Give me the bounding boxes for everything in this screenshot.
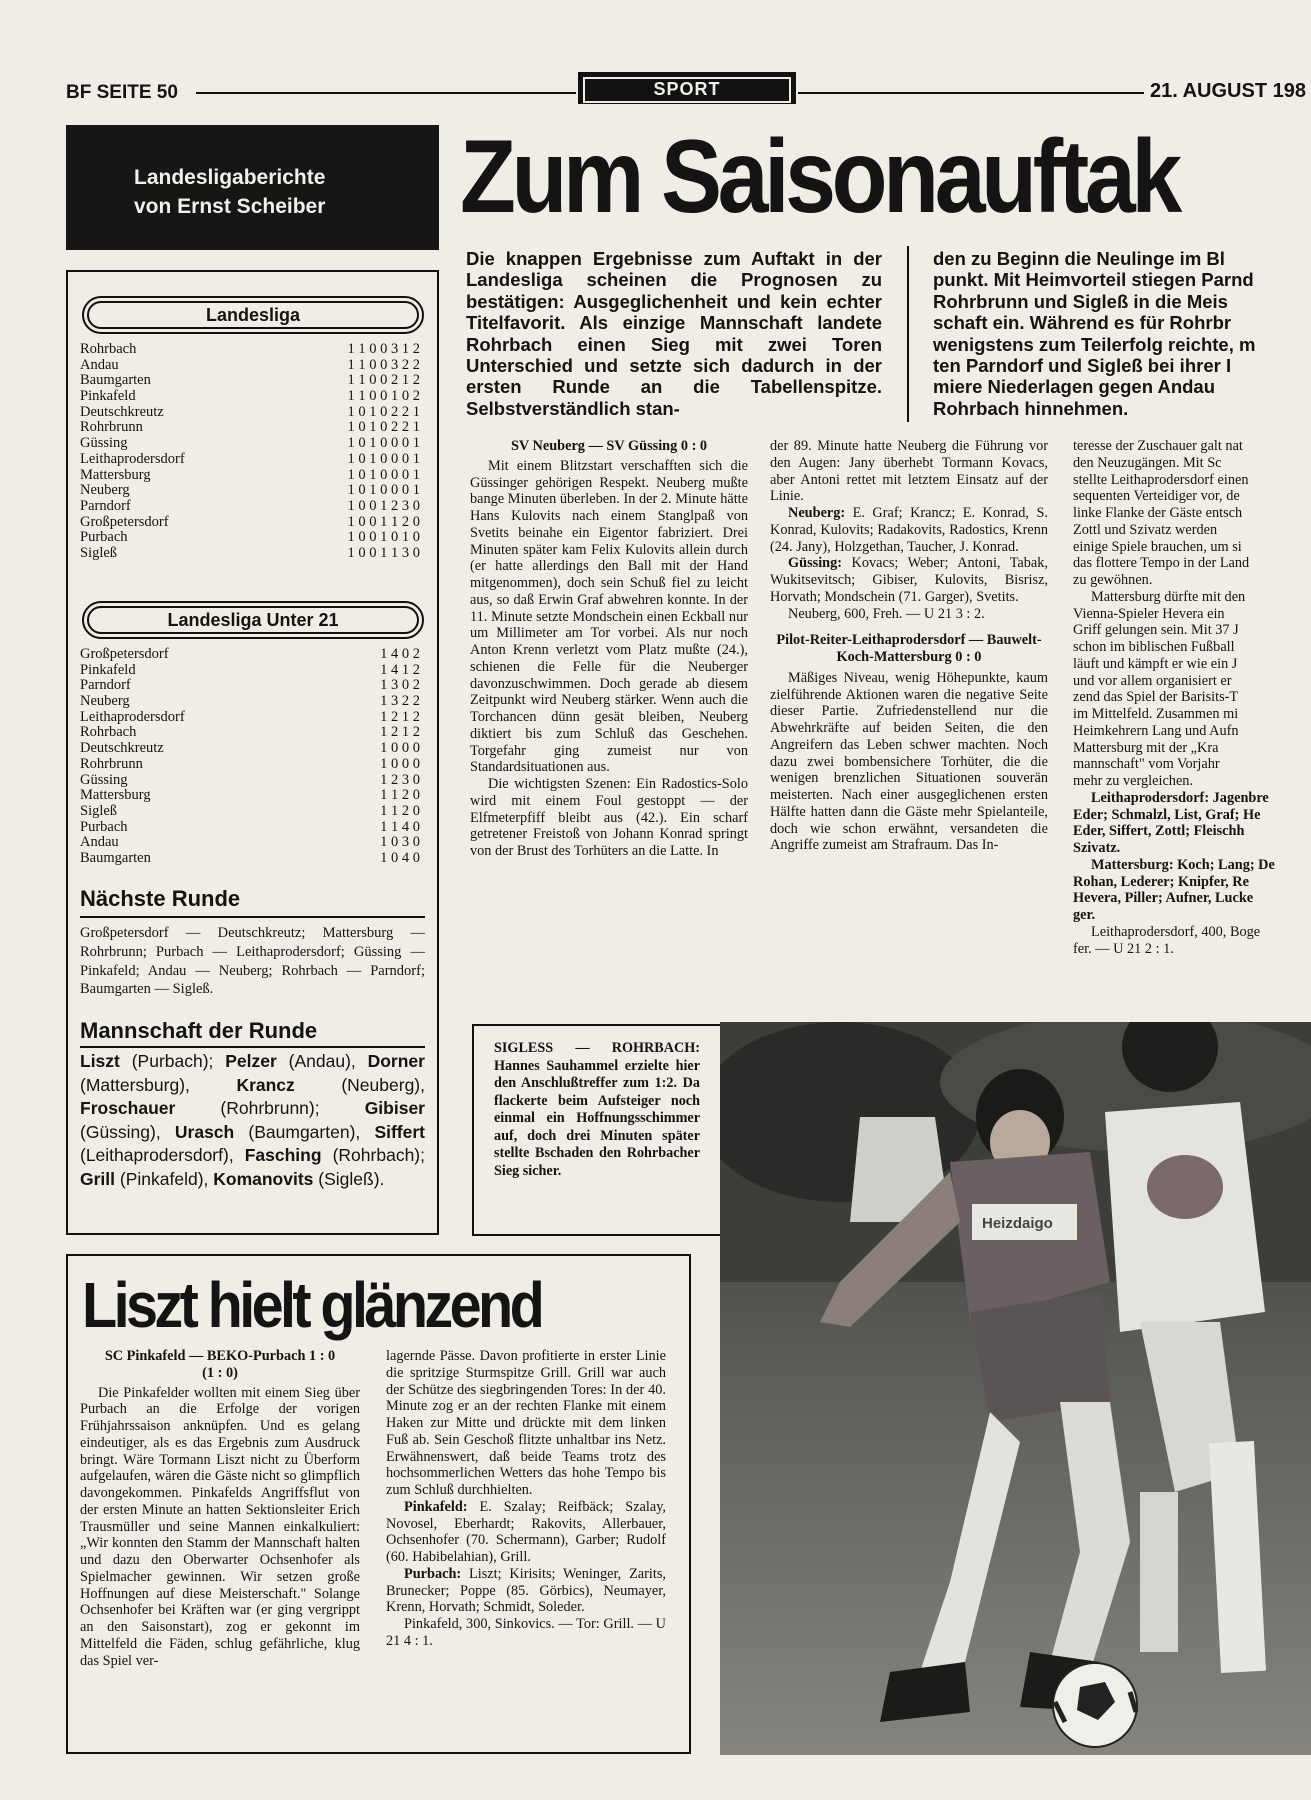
team-name: Rohrbrunn xyxy=(80,420,143,436)
next-round-title: Nächste Runde xyxy=(80,886,241,911)
player-name: Grill xyxy=(80,1168,116,1189)
standings-row xyxy=(80,373,420,389)
col3-line: Eder; Schmalzl, List, Graf; He xyxy=(1073,806,1261,823)
photo-caption-box xyxy=(472,1024,722,1236)
u21-table xyxy=(80,647,420,867)
standings-row xyxy=(80,757,420,773)
standings-row xyxy=(80,452,420,468)
col3-line: mehr zu vergleichen. xyxy=(1073,773,1194,789)
intro-right-line: wenigstens zum Teilerfolg reichte, m xyxy=(933,333,1256,355)
col3-line: das flottere Tempo in der Land xyxy=(1073,555,1250,572)
team-name: Purbach xyxy=(80,819,128,835)
team-stats: 1 0 1 0 2 2 1 xyxy=(347,403,420,420)
lineup-guessing-label: Güssing: xyxy=(788,555,843,572)
intro-right-line: Rohrbrunn und Sigleß in die Meis xyxy=(933,290,1228,312)
team-stats: 1 1 2 0 xyxy=(380,787,420,804)
col3-line: fer. — U 21 2 : 1. xyxy=(1073,940,1174,957)
intro-divider xyxy=(907,246,909,422)
player-club: (Güssing), xyxy=(80,1121,175,1142)
team-name: Deutschkreutz xyxy=(80,404,164,420)
liszt-column-1 xyxy=(80,1348,360,1669)
team-stats: 1 1 2 0 xyxy=(380,802,420,819)
team-stats: 1 0 1 0 0 0 1 xyxy=(347,435,420,452)
col3-line: Mattersburg: Koch; Lang; De xyxy=(1091,856,1275,873)
team-stats: 1 2 1 2 xyxy=(380,708,420,725)
liszt-column-2 xyxy=(386,1348,666,1650)
lineup-purbach: Liszt; Kirisits; Weninger, Zarits, Brunecker; Poppe (85. Görbics), Neumayer, Krenn, Horvath; Schmidt, Soleder. xyxy=(386,1565,666,1616)
standings-row xyxy=(80,468,420,484)
liszt-headline: Liszt hielt glänzend xyxy=(82,1269,542,1341)
player-name: Pelzer xyxy=(225,1051,277,1071)
player-club: (Purbach); xyxy=(119,1051,226,1071)
player-name: Komanovits xyxy=(213,1168,314,1189)
header-rule-right xyxy=(798,92,1144,94)
standings-row xyxy=(80,725,420,741)
team-name: Güssing xyxy=(80,772,128,788)
u21-title: Landesliga Unter 21 xyxy=(87,606,419,634)
team-name: Deutschkreutz xyxy=(80,741,164,757)
player-name: Froschauer xyxy=(80,1098,176,1118)
team-name: Purbach xyxy=(80,530,128,546)
team-name: Mattersburg xyxy=(80,467,151,483)
team-stats: 1 0 1 0 2 2 1 xyxy=(347,419,420,436)
byline-box xyxy=(66,125,439,250)
u21-title-pill xyxy=(82,601,424,639)
team-of-round-title: Mannschaft der Runde xyxy=(80,1018,318,1043)
standings-row xyxy=(80,741,420,757)
team-stats: 1 3 2 2 xyxy=(380,693,420,710)
team-name: Großpetersdorf xyxy=(80,514,169,530)
standings-row xyxy=(80,678,420,694)
standings-row xyxy=(80,499,420,515)
match-heading-neuberg: SV Neuberg — SV Güssing 0 : 0 xyxy=(510,438,708,454)
standings-row xyxy=(80,694,420,710)
page-label: BF SEITE 50 xyxy=(66,82,178,103)
player-club: (Leithaprodersdorf), xyxy=(80,1145,245,1165)
standings-row xyxy=(80,851,420,867)
lineup-guessing: Kovacs; Weber; Antoni, Tabak, Wukitsevitsch; Gibiser, Kulovits, Bisrisz, Horvath; Mondschein (71. Garger), Svetits. xyxy=(770,555,1048,605)
landesliga-title: Landesliga xyxy=(87,301,419,329)
jersey-sponsor-text: Heizdaigo xyxy=(982,1215,1053,1232)
standings-row xyxy=(80,342,420,358)
col3-line: Heimkehrern Lang und Aufn xyxy=(1073,722,1239,739)
team-stats: 1 2 3 0 xyxy=(380,771,420,788)
landesliga-title-pill xyxy=(82,296,424,334)
team-stats: 1 1 4 0 xyxy=(380,818,420,835)
team-stats: 1 0 4 0 xyxy=(380,849,420,866)
article-column-3 xyxy=(1073,438,1311,957)
liszt-paragraph-2: lagernde Pässe. Davon profitierte in erster Linie die spritzige Sturmspitze Grill. Grill war auch der Schütze des siegbringenden Tores: In der 40. Minute zog er an der rechten Flanke mit einem Haken zur Mitte und drückte mit dem linken Fuß ab. Sein Geschoß flitzte unhaltbar ins Netz. Erwähnenswert, daß beide Teams trotz des hochsommerlichen Wetters das hohe Tempo bis zum Schluß durchhielten. xyxy=(386,1348,666,1498)
col3-line: schon im biblischen Fußball xyxy=(1073,639,1235,655)
col3-line: Hevera, Piller; Aufner, Lucke xyxy=(1073,890,1254,907)
standings-row xyxy=(80,804,420,820)
col3-line: Zottl und Szivatz werden xyxy=(1073,521,1218,538)
byline-line2: von Ernst Scheiber xyxy=(134,195,326,218)
col3-line: sequenten Verteidiger vor, de xyxy=(1073,488,1240,505)
byline-line1: Landesligaberichte xyxy=(134,166,326,189)
standings-row xyxy=(80,420,420,436)
player-club: (Rohrbach); xyxy=(321,1145,425,1165)
match-info-neuberg: Neuberg, 600, Freh. — U 21 3 : 2. xyxy=(788,605,985,622)
standings-row xyxy=(80,436,420,452)
col3-line: Rohan, Lederer; Knipfer, Re xyxy=(1073,873,1249,890)
team-stats: 1 0 0 1 1 2 0 xyxy=(347,513,420,530)
player-name: Urasch xyxy=(174,1121,235,1142)
team-name: Sigleß xyxy=(80,803,118,819)
team-name: Baumgarten xyxy=(80,850,151,866)
team-name: Neuberg xyxy=(80,694,130,710)
standings-row xyxy=(80,358,420,374)
team-name: Rohrbach xyxy=(80,342,137,357)
team-name: Güssing xyxy=(80,436,128,452)
team-name: Pinkafeld xyxy=(80,389,136,405)
player-name: Gibiser xyxy=(364,1098,425,1118)
article-column-1 xyxy=(470,438,748,860)
player-name: Siffert xyxy=(374,1121,425,1142)
col3-line: Eder, Siffert, Zottl; Fleischh xyxy=(1073,823,1245,840)
intro-right-line: Rohrbach hinnehmen. xyxy=(933,397,1129,419)
article-column-2 xyxy=(770,438,1048,854)
match-halftime: (1 : 0) xyxy=(202,1364,238,1381)
team-stats: 1 0 0 1 2 3 0 xyxy=(347,497,420,514)
team-name: Andau xyxy=(80,357,119,373)
col3-line: und vor allem organisiert er xyxy=(1073,672,1232,689)
lineup-neuberg: E. Graf; Krancz; E. Konrad, S. Konrad, Kulovits; Radakovits, Radostics, Krenn (24. Jany), Holzgethan, Taucher, J. Konrad. xyxy=(770,505,1048,555)
col3-line: Mattersburg mit der „Kra xyxy=(1073,739,1219,756)
standings-row xyxy=(80,663,420,679)
team-stats: 1 4 0 2 xyxy=(380,646,420,662)
intro-right-line: miere Niederlagen gegen Andau xyxy=(933,376,1216,398)
standings-row xyxy=(80,483,420,499)
intro-right-line: schaft ein. Während es für Rohrbr xyxy=(933,312,1232,334)
liszt-paragraph-1: Die Pinkafelder wollten mit einem Sieg über Purbach an die Erfolge der vorigen Frühjahrssaison anknüpfen. Und es gelang eindeutiger, als es das Ergebnis zum Ausdruck bringt. Wäre Tormann Liszt nicht zu Überform aufgelaufen, wären die Gäste nicht so glimpflich davongekommen. Pinkafelds Angriffsflut von der ersten Minute an hatten Sektionsleiter Erich Trausmüller und seine Mannen einkalkuliert: „Wir konnten den Stamm der Mannschaft halten und dazu den Oberwarter Ochsenhofer als Spielmacher gewinnen. Wir setzen große Hoffnungen auf diese Meisterschaft." Solange Ochsenhofer bei Kräften war (er ging vergrippt an den Saisonstart), zog er gekonnt im Mittelfeld die Fäden, schlug gefährliche, klug das Spiel ver- xyxy=(80,1384,360,1669)
col3-line: mannschaft" vom Vorjahr xyxy=(1073,756,1220,773)
col1-paragraph-2: Die wichtigsten Szenen: Ein Radostics-Solo wird mit einem Foul gestoppt — der Elfmeterpfiff bleibt aus (42.). Ein scharf getretener Freistoß von Johann Konrad springt von der Brust des Torhüters an die Latte. In xyxy=(470,776,748,859)
team-name: Neuberg xyxy=(80,483,130,499)
team-stats: 1 0 0 1 1 3 0 xyxy=(347,544,420,561)
col3-line: einige Spiele brauchen, um si xyxy=(1073,538,1242,555)
col3-line: teresse der Zuschauer galt nat xyxy=(1073,438,1243,454)
header-rule-left xyxy=(196,92,576,94)
player-name: Liszt xyxy=(80,1051,120,1071)
team-name: Andau xyxy=(80,835,119,851)
col3-line: Griff gelungen sein. Mit 37 J xyxy=(1073,622,1239,639)
col1-paragraph-1: Mit einem Blitzstart verschafften sich die Güssinger gehörigen Respekt. Neuberg mußte bange Minuten überleben. In der 2. Minute hätte Hans Kulovits nach einem Stanglpaß von Svetits beinahe ein Eigentor fabriziert. Drei Minuten später kam Felix Kulovits allein durch (er hatte allerdings den Ball mit der Hand mitgenommen), doch sein Schuß fiel zu leicht aus, so daß Erwin Graf abwehren konnte. In der 11. Minute setzte Mondschein einen Eckball nur um Millimeter am Tor vorbei. Als nur noch Anton Krenn verletzt vom Platz mußte (24.), schienen die Felle für die Neuberger davonzuschwimmen. Doch gerade ab diesem Zeitpunkt wird Neuberg stärker. Wenn auch die Torchancen dünn gesät bleiben, Neuberg diktiert bis zum Schluß das Geschehen. Torgefahr ging zumeist nur von Standardsituationen aus. xyxy=(470,457,748,776)
standings-row xyxy=(80,710,420,726)
col3-line: Mattersburg dürfte mit den xyxy=(1091,588,1246,605)
lineup-neuberg-label: Neuberg: xyxy=(788,505,846,521)
team-of-round-text xyxy=(80,1050,425,1191)
team-name: Großpetersdorf xyxy=(80,647,169,662)
col3-line: Vienna-Spieler Hevera ein xyxy=(1073,605,1225,622)
standings-row xyxy=(80,546,420,562)
team-stats: 1 1 0 0 3 2 2 xyxy=(347,356,420,373)
team-name: Pinkafeld xyxy=(80,662,136,678)
col3-line: zend das Spiel der Barisits-T xyxy=(1073,689,1239,706)
match-heading-leithaprodersdorf: Pilot-Reiter-Leithaprodersdorf — Bauwelt-Koch-Mattersburg 0 : 0 xyxy=(776,632,1042,665)
col3-line: im Mittelfeld. Zusammen mi xyxy=(1073,706,1239,722)
standings-row xyxy=(80,788,420,804)
next-round-text: Großpetersdorf — Deutschkreutz; Mattersburg — Rohrbrunn; Purbach — Leithaprodersdorf; Güssing — Pinkafeld; Andau — Neuberg; Rohrbach — Parndorf; Baumgarten — Sigleß. xyxy=(80,925,425,998)
team-stats: 1 0 1 0 0 0 1 xyxy=(347,466,420,483)
standings-row xyxy=(80,530,420,546)
team-stats: 1 1 0 0 1 0 2 xyxy=(347,388,420,405)
team-stats: 1 2 1 2 xyxy=(380,724,420,741)
next-round-rule xyxy=(80,916,425,918)
match-photo-illustration xyxy=(720,1022,1311,1755)
team-stats: 1 4 1 2 xyxy=(380,661,420,678)
section-label: SPORT xyxy=(583,77,791,103)
standings-row xyxy=(80,773,420,789)
col3-line: stellte Leithaprodersdorf einen xyxy=(1073,471,1249,488)
player-name: Krancz xyxy=(236,1074,295,1095)
player-club: (Andau), xyxy=(276,1051,368,1071)
team-name: Rohrbrunn xyxy=(80,756,143,772)
col3-line: läuft und kämpft er wie ein J xyxy=(1073,655,1238,672)
col2-paragraph-2: Mäßiges Niveau, wenig Höhepunkte, kaum zielführende Aktionen waren die negative Seite dieser Partie. Zufriedenstellend nur die Abwehrkräfte auf beiden Seiten, die den Angreifern das Leben schwer machten. Noch dazu zwei bombensichere Torhüter, die die wenigen brenzlichen Situationen souverän meisterten. Nach einer ausgeglichenen ersten Hälfte hatten dann die Gäste mehr Spielanteile, doch wie schon erwähnt, versandeten die Angriffe zumeist am Strafraum. Das In- xyxy=(770,669,1048,854)
team-stats: 1 0 1 0 0 0 1 xyxy=(347,450,420,467)
team-name: Rohrbach xyxy=(80,725,137,741)
intro-right-line: punkt. Mit Heimvorteil stiegen Parnd xyxy=(933,269,1254,291)
col3-line: ger. xyxy=(1073,907,1096,923)
section-label-box xyxy=(578,72,796,104)
player-club: (Mattersburg), xyxy=(80,1074,237,1095)
team-stats: 1 0 0 0 xyxy=(380,755,420,772)
main-headline: Zum Saisonauftak xyxy=(460,119,1178,235)
match-info-pinkafeld: Pinkafeld, 300, Sinkovics. — Tor: Grill. — U 21 4 : 1. xyxy=(386,1616,666,1649)
standings-row xyxy=(80,647,420,663)
col3-line: zu gewöhnen. xyxy=(1073,572,1153,588)
col3-line: Szivatz. xyxy=(1073,840,1121,856)
team-stats: 1 0 1 0 0 0 1 xyxy=(347,482,420,499)
team-stats: 1 0 3 0 xyxy=(380,834,420,851)
lineup-pinkafeld: E. Szalay; Reifbäck; Szalay, Novosel, Eberhardt; Rakovits, Allerbauer, Ochsenhofer (70. Schermann), Garber; Rudolf (60. Habibelahian), Grill. xyxy=(386,1498,666,1565)
lineup-pinkafeld-label: Pinkafeld: xyxy=(404,1498,468,1515)
team-name: Leithaprodersdorf xyxy=(80,709,185,725)
col3-line: Leithaprodersdorf: Jagenbre xyxy=(1091,789,1269,806)
player-club: (Rohrbrunn); xyxy=(175,1098,365,1118)
col3-line: linke Flanke der Gäste entsch xyxy=(1073,505,1243,521)
team-name: Parndorf xyxy=(80,498,131,514)
intro-right-line: den zu Beginn die Neulinge im Bl xyxy=(933,248,1225,269)
standings-row xyxy=(80,405,420,421)
photo-caption: SIGLESS — ROHRBACH: Hannes Sauhammel erzielte hier den Anschlußtreffer zum 1:2. Da flackerte beim Aufsteiger noch einmal ein Hoffnungsschimmer auf, doch drei Minuten später stellte Bschaden den Rohrbacher Sieg sicher. xyxy=(494,1040,700,1179)
team-stats: 1 3 0 2 xyxy=(380,677,420,694)
col2-paragraph-1: der 89. Minute hatte Neuberg die Führung vor den Augen: Jany überhebt Tormann Kovacs, aber Antoni rettet mit letztem Einsatz auf der Linie. xyxy=(770,438,1048,505)
standings-row xyxy=(80,515,420,531)
team-stats: 1 0 0 0 xyxy=(380,740,420,757)
standings-row xyxy=(80,820,420,836)
match-photo xyxy=(720,1022,1311,1755)
team-name: Baumgarten xyxy=(80,373,151,389)
lineup-purbach-label: Purbach: xyxy=(404,1565,462,1582)
col3-line: den Neuzugängen. Mit Sc xyxy=(1073,454,1222,471)
team-name: Mattersburg xyxy=(80,788,151,804)
standings-panel xyxy=(66,270,439,1235)
player-club: (Neuberg), xyxy=(294,1074,425,1095)
team-name: Sigleß xyxy=(80,545,118,561)
player-name: Fasching xyxy=(244,1145,322,1165)
intro-right xyxy=(933,248,1311,419)
liszt-article-box xyxy=(66,1254,691,1754)
landesliga-table xyxy=(80,342,420,562)
issue-date: 21. AUGUST 198 xyxy=(1150,80,1306,102)
player-club: (Pinkafeld), xyxy=(115,1168,214,1189)
intro-left: Die knappen Ergebnisse zum Auftakt in der Landesliga scheinen die Prognosen zu bestätigen: Ausgeglichenheit und kein echter Titelfavorit. Als einzige Mannschaft landete Rohrbach einen Sieg mit zwei Toren Unterschied und setzte sich dadurch in der ersten Runde an die Tabellenspitze. Selbstverständlich stan- xyxy=(466,248,882,419)
player-name: Dorner xyxy=(367,1051,425,1071)
team-stats: 1 1 0 0 2 1 2 xyxy=(347,372,420,389)
team-stats: 1 1 0 0 3 1 2 xyxy=(347,341,420,357)
team-stats: 1 0 0 1 0 1 0 xyxy=(347,529,420,546)
standings-row xyxy=(80,835,420,851)
player-club: (Baumgarten), xyxy=(234,1121,375,1142)
intro-right-line: ten Parndorf und Sigleß bei ihrer I xyxy=(933,355,1232,377)
player-club: (Sigleß). xyxy=(313,1168,385,1189)
match-heading-pinkafeld: SC Pinkafeld — BEKO-Purbach 1 : 0 xyxy=(104,1348,336,1364)
standings-row xyxy=(80,389,420,405)
team-name: Leithaprodersdorf xyxy=(80,451,185,467)
team-of-round-rule xyxy=(80,1046,425,1048)
team-name: Parndorf xyxy=(80,678,131,694)
col3-line: Leithaprodersdorf, 400, Boge xyxy=(1091,923,1261,940)
